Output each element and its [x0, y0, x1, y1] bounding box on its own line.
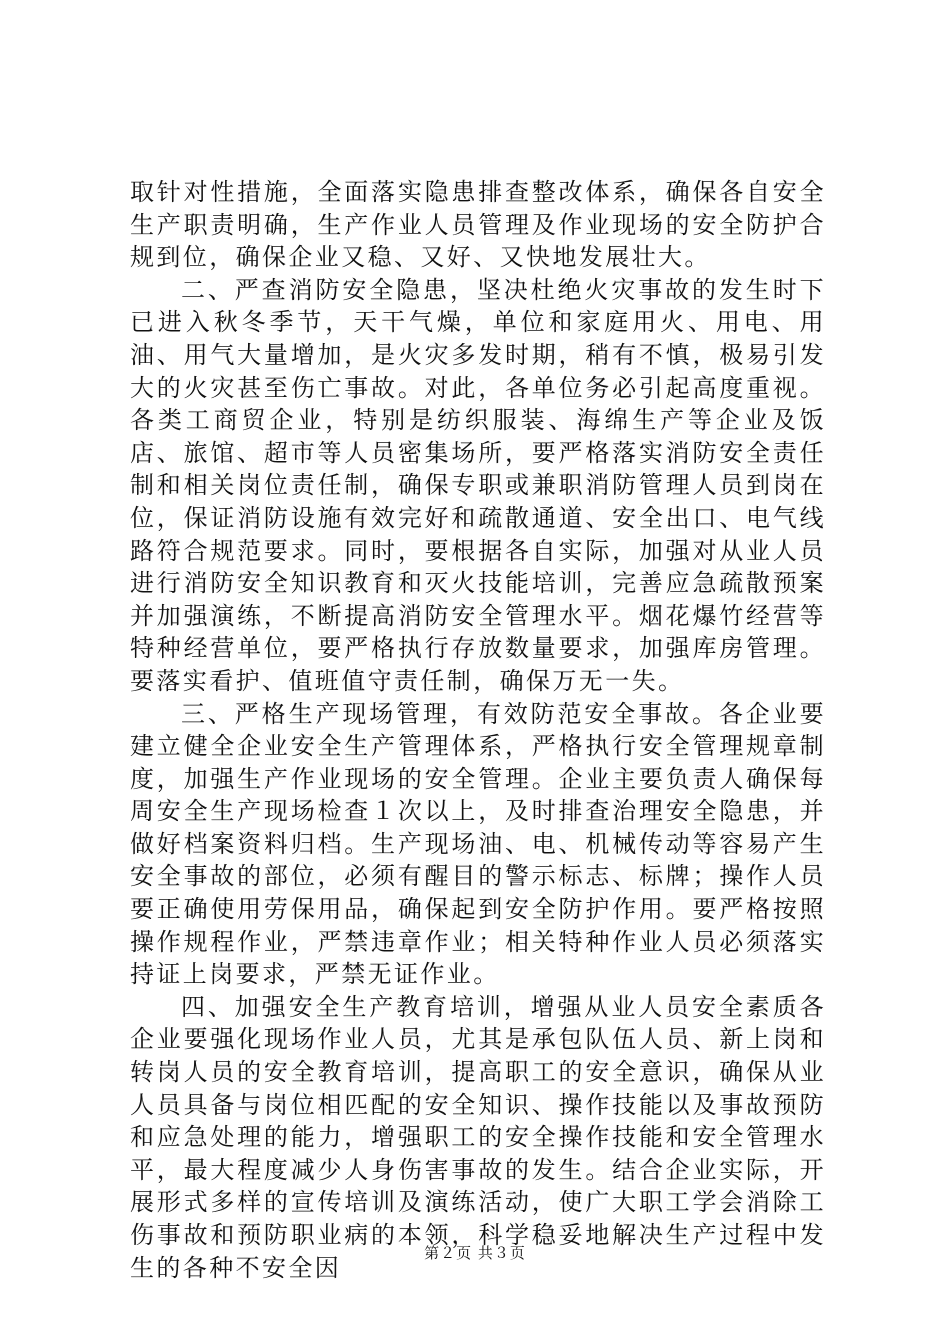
paragraph-fire-safety: 二、严查消防安全隐患，坚决杜绝火灾事故的发生时下已进入秋冬季节，天干气燥，单位和家庭用火、用电、用油、用气大量增加，是火灾多发时期，稍有不慎，极易引发大的火灾甚至伤亡事故。对此，各单位务必引起高度重视。各类工商贸企业，特别是纺织服装、海绵生产等企业及饭店、旅馆、超市等人员密集场所，要严格落实消防安全责任制和相关岗位责任制，确保专职或兼职消防管理人员到岗在位，保证消防设施有效完好和疏散通道、安全出口、电气线路符合规范要求。同时，要根据各自实际，加强对从业人员进行消防安全知识教育和灭火技能培训，完善应急疏散预案并加强演练，不断提高消防安全管理水平。烟花爆竹经营等特种经营单位，要严格执行存放数量要求，加强库房管理。要落实看护、值班值守责任制，确保万无一失。 [130, 275, 826, 695]
paragraph-safety-training: 四、加强安全生产教育培训，增强从业人员安全素质各企业要强化现场作业人员，尤其是承包队伍人员、新上岗和转岗人员的安全教育培训，提高职工的安全意识，确保从业人员具备与岗位相匹配的安全知识、操作技能以及事故预防和应急处理的能力，增强职工的安全操作技能和安全管理水平，最大程度减少人身伤害事故的发生。结合企业实际，开展形式多样的宣传培训及演练活动，使广大职工学会消除工伤事故和预防职业病的本领，科学稳妥地解决生产过程中发生的各种不安全因 [130, 992, 826, 1282]
paragraph-site-management: 三、严格生产现场管理，有效防范安全事故。各企业要建立健全企业安全生产管理体系，严格执行安全管理规章制度，加强生产作业现场的安全管理。企业主要负责人确保每周安全生产现场检查１次以上，及时排查治理安全隐患，并做好档案资料归档。生产现场油、电、机械传动等容易产生安全事故的部位，必须有醒目的警示标志、标牌；操作人员要正确使用劳保用品，确保起到安全防护作用。要严格按照操作规程作业，严禁违章作业；相关特种作业人员必须落实持证上岗要求，严禁无证作业。 [130, 699, 826, 989]
document-body [130, 176, 826, 1284]
paragraph-continuation: 取针对性措施，全面落实隐患排查整改体系，确保各自安全生产职责明确，生产作业人员管理及作业现场的安全防护合规到位，确保企业又稳、又好、又快地发展壮大。 [130, 178, 826, 272]
page-number-footer: 第２页 共３页 [424, 1244, 526, 1262]
